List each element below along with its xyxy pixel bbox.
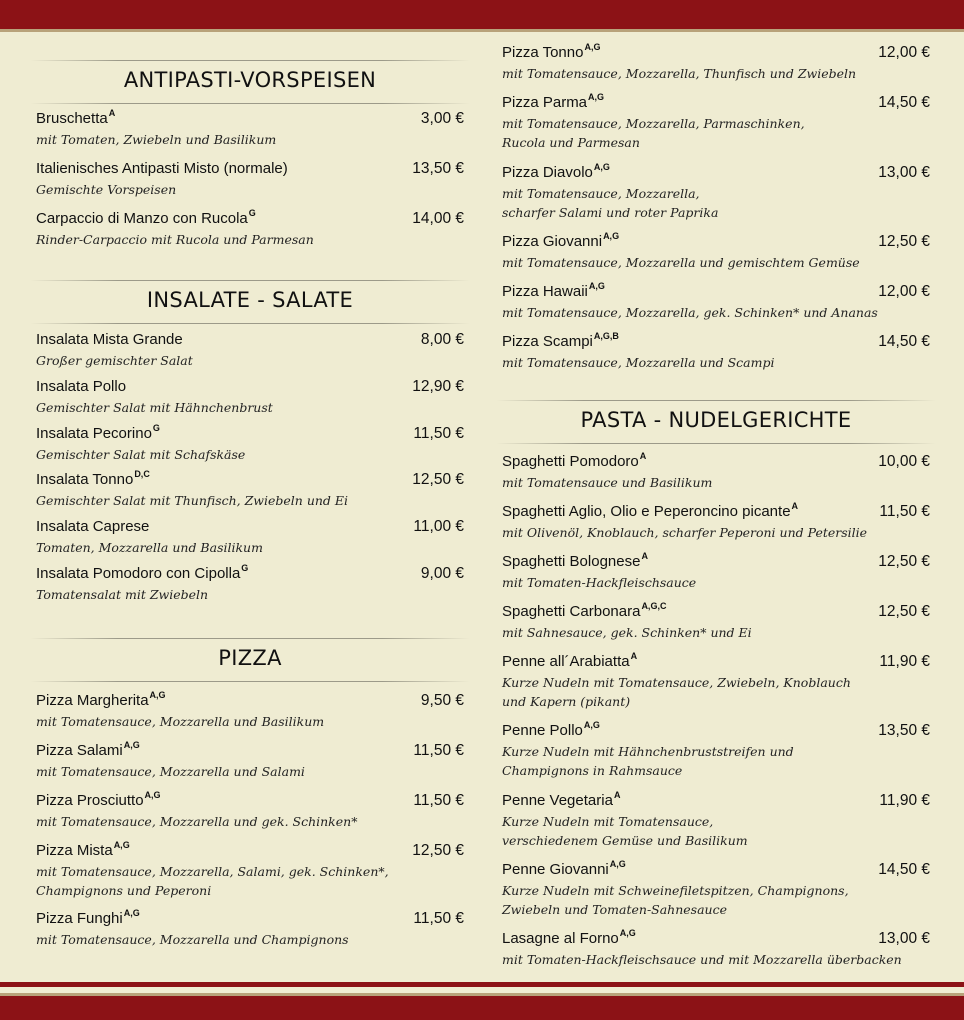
item-description: mit Tomaten-Hackfleischsauce und mit Mozzarella überbacken xyxy=(502,952,902,967)
item-description: Kurze Nudeln mit Tomatensauce, Zwiebeln, Knoblauch und Kapern (pikant) xyxy=(502,675,851,709)
item-price: 9,00 € xyxy=(420,565,464,582)
item-price: 12,00 € xyxy=(878,44,930,61)
item-description: mit Tomatensauce, Mozzarella und Salami xyxy=(36,764,305,779)
item-name: Insalata Pomodoro con Cipolla$^G$ xyxy=(36,563,249,582)
item-name: Penne all´Arabiatta$^A$ xyxy=(502,651,638,670)
allergen-codes: A,G xyxy=(603,231,620,241)
menu-item xyxy=(36,471,464,510)
item-description: mit Tomaten, Zwiebeln und Basilikum xyxy=(36,132,277,147)
item-name: Pizza Margherita$^{A,G}$ xyxy=(36,690,166,709)
allergen-codes: A,G xyxy=(583,720,600,730)
item-price: 14,00 € xyxy=(412,210,464,227)
item-name: Insalata Tonno$^{D,C}$ xyxy=(36,469,150,488)
allergen-codes: A,G xyxy=(123,908,140,918)
menu-item xyxy=(36,518,464,557)
item-price: 11,50 € xyxy=(413,742,464,759)
menu-item xyxy=(36,792,464,831)
menu-item xyxy=(502,233,930,272)
item-price: 12,90 € xyxy=(412,378,464,395)
item-price: 13,50 € xyxy=(878,722,930,739)
item-name: Pizza Tonno$^{A,G}$ xyxy=(502,42,601,61)
section-title-insalate: INSALATE - SALATE xyxy=(36,280,464,318)
bottom-border-band xyxy=(0,993,964,1020)
item-description: Tomatensalat mit Zwiebeln xyxy=(36,587,209,602)
item-name: Pizza Mista$^{A,G}$ xyxy=(36,840,130,859)
item-name: Insalata Pollo xyxy=(36,378,127,395)
section-title-pasta: PASTA - NUDELGERICHTE xyxy=(502,400,930,438)
item-name: Penne Pollo$^{A,G}$ xyxy=(502,720,600,739)
item-description: Gemischter Salat mit Thunfisch, Zwiebeln und Ei xyxy=(36,493,349,508)
item-name: Pizza Hawaii$^{A,G}$ xyxy=(502,281,605,300)
menu-item xyxy=(502,553,930,592)
item-description: mit Tomatensauce, Mozzarella und Basilikum xyxy=(36,714,325,729)
item-description: Großer gemischter Salat xyxy=(36,353,193,368)
item-name: Pizza Giovanni$^{A,G}$ xyxy=(502,231,620,250)
item-description: Gemischter Salat mit Schafskäse xyxy=(36,447,246,462)
item-price: 10,00 € xyxy=(878,453,930,470)
item-price: 14,50 € xyxy=(878,861,930,878)
allergen-codes: A,G xyxy=(149,690,166,700)
item-price: 11,50 € xyxy=(413,910,464,927)
menu-item xyxy=(502,453,930,492)
item-name: Bruschetta$^A$ xyxy=(36,108,116,127)
item-price: 3,00 € xyxy=(420,110,464,127)
menu-item xyxy=(502,94,930,152)
section-title-pizza: PIZZA xyxy=(36,638,464,676)
menu-item xyxy=(502,653,930,711)
menu-item xyxy=(502,792,930,850)
allergen-codes: A,G xyxy=(144,790,161,800)
item-description: Kurze Nudeln mit Tomatensauce, verschiedenem Gemüse und Basilikum xyxy=(502,814,748,848)
allergen-codes: A xyxy=(639,451,647,461)
item-name: Pizza Funghi$^{A,G}$ xyxy=(36,908,140,927)
allergen-codes: A,G xyxy=(588,281,605,291)
menu-item xyxy=(36,842,464,900)
top-border-band xyxy=(0,0,964,32)
section-pasta xyxy=(502,400,930,438)
item-description: Gemischte Vorspeisen xyxy=(36,182,177,197)
item-description: mit Tomatensauce und Basilikum xyxy=(502,475,713,490)
item-price: 12,50 € xyxy=(878,233,930,250)
menu-item xyxy=(36,378,464,417)
allergen-codes: A,G xyxy=(588,92,605,102)
item-price: 11,90 € xyxy=(879,792,930,809)
allergen-codes: A,G,C xyxy=(641,601,667,611)
item-name: Pizza Prosciutto$^{A,G}$ xyxy=(36,790,161,809)
item-description: Gemischter Salat mit Hähnchenbrust xyxy=(36,400,273,415)
menu-item xyxy=(36,160,464,199)
allergen-codes: A,G xyxy=(113,840,130,850)
item-name: Italienisches Antipasti Misto (normale) xyxy=(36,160,288,177)
menu-item xyxy=(502,283,930,322)
allergen-codes: A xyxy=(641,551,648,561)
section-pizza xyxy=(36,638,464,676)
item-description: mit Tomatensauce, Mozzarella und gemischtem Gemüse xyxy=(502,255,860,270)
menu-item xyxy=(502,503,930,542)
item-price: 12,50 € xyxy=(878,553,930,570)
item-price: 13,50 € xyxy=(412,160,464,177)
item-description: mit Tomaten-Hackfleischsauce xyxy=(502,575,697,590)
item-price: 11,50 € xyxy=(413,792,464,809)
menu-item xyxy=(502,333,930,372)
item-price: 12,50 € xyxy=(412,842,464,859)
item-description: mit Sahnesauce, gek. Schinken* und Ei xyxy=(502,625,752,640)
allergen-codes: A,G xyxy=(123,740,140,750)
allergen-codes: A,G xyxy=(584,42,601,52)
item-description: mit Tomatensauce, Mozzarella und Scampi xyxy=(502,355,775,370)
item-price: 11,00 € xyxy=(413,518,464,535)
menu-item xyxy=(36,210,464,249)
item-description: mit Tomatensauce, Mozzarella und gek. Schinken* xyxy=(36,814,358,829)
item-price: 9,50 € xyxy=(420,692,464,709)
allergen-codes: G xyxy=(241,563,249,573)
allergen-codes: A,G xyxy=(609,859,626,869)
allergen-codes: A xyxy=(630,651,638,661)
item-description: mit Tomatensauce, Mozzarella, gek. Schinken* und Ananas xyxy=(502,305,878,320)
allergen-codes: A xyxy=(791,501,799,511)
menu-item xyxy=(36,565,464,604)
item-description: mit Olivenöl, Knoblauch, scharfer Peperoni und Petersilie xyxy=(502,525,868,540)
item-description: Kurze Nudeln mit Hähnchenbruststreifen und Champignons in Rahmsauce xyxy=(502,744,794,778)
item-price: 12,50 € xyxy=(412,471,464,488)
item-name: Penne Giovanni$^{A,G}$ xyxy=(502,859,626,878)
item-description: mit Tomatensauce, Mozzarella, scharfer Salami und roter Paprika xyxy=(502,186,719,220)
item-price: 12,00 € xyxy=(878,283,930,300)
allergen-codes: A,G xyxy=(619,928,636,938)
item-name: Spaghetti Carbonara$^{A,G,C}$ xyxy=(502,601,667,620)
item-price: 12,50 € xyxy=(878,603,930,620)
item-name: Insalata Mista Grande xyxy=(36,331,183,348)
item-description: mit Tomatensauce, Mozzarella, Thunfisch und Zwiebeln xyxy=(502,66,857,81)
menu-item xyxy=(36,425,464,464)
menu-item xyxy=(36,742,464,781)
item-name: Spaghetti Bolognese$^A$ xyxy=(502,551,648,570)
menu-item xyxy=(36,110,464,149)
item-name: Penne Vegetaria$^A$ xyxy=(502,790,621,809)
menu-item xyxy=(36,692,464,731)
item-name: Pizza Salami$^{A,G}$ xyxy=(36,740,140,759)
item-price: 13,00 € xyxy=(878,930,930,947)
item-price: 14,50 € xyxy=(878,94,930,111)
item-price: 11,50 € xyxy=(879,503,930,520)
allergen-codes: A,G,B xyxy=(593,331,619,341)
menu-item xyxy=(502,722,930,780)
menu-item xyxy=(502,603,930,642)
item-price: 13,00 € xyxy=(878,164,930,181)
section-antipasti xyxy=(36,60,464,98)
allergen-codes: A xyxy=(108,108,116,118)
item-description: Rinder-Carpaccio mit Rucola und Parmesan xyxy=(36,232,314,247)
item-name: Spaghetti Pomodoro$^A$ xyxy=(502,451,647,470)
item-name: Pizza Diavolo$^{A,G}$ xyxy=(502,162,610,181)
menu-item xyxy=(502,44,930,83)
menu-item xyxy=(502,164,930,222)
item-name: Spaghetti Aglio, Olio e Peperoncino picante$^A$ xyxy=(502,501,799,520)
allergen-codes: G xyxy=(248,208,256,218)
menu-item xyxy=(36,910,464,949)
item-price: 8,00 € xyxy=(420,331,464,348)
item-name: Pizza Parma$^{A,G}$ xyxy=(502,92,605,111)
item-description: Kurze Nudeln mit Schweinefiletspitzen, Champignons, Zwiebeln und Tomaten-Sahnesauce xyxy=(502,883,849,917)
item-description: mit Tomatensauce, Mozzarella und Champignons xyxy=(36,932,349,947)
allergen-codes: A,G xyxy=(593,162,610,172)
allergen-codes: G xyxy=(152,423,160,433)
item-price: 11,50 € xyxy=(413,425,464,442)
item-description: Tomaten, Mozzarella und Basilikum xyxy=(36,540,263,555)
item-name: Carpaccio di Manzo con Rucola$^G$ xyxy=(36,208,256,227)
item-name: Insalata Caprese xyxy=(36,518,150,535)
menu-item xyxy=(502,930,930,969)
allergen-codes: A xyxy=(613,790,621,800)
item-price: 11,90 € xyxy=(879,653,930,670)
menu-item xyxy=(502,861,930,919)
allergen-codes: D,C xyxy=(134,469,150,479)
item-name: Insalata Pecorino$^G$ xyxy=(36,423,160,442)
item-price: 14,50 € xyxy=(878,333,930,350)
item-description: mit Tomatensauce, Mozzarella, Parmaschinken, Rucola und Parmesan xyxy=(502,116,805,150)
section-title-antipasti: ANTIPASTI-VORSPEISEN xyxy=(36,60,464,98)
item-description: mit Tomatensauce, Mozzarella, Salami, gek. Schinken*, Champignons und Peperoni xyxy=(36,864,389,898)
menu-item xyxy=(36,331,464,370)
item-name: Pizza Scampi$^{A,G,B}$ xyxy=(502,331,619,350)
item-name: Lasagne al Forno$^{A,G}$ xyxy=(502,928,636,947)
section-insalate xyxy=(36,280,464,318)
